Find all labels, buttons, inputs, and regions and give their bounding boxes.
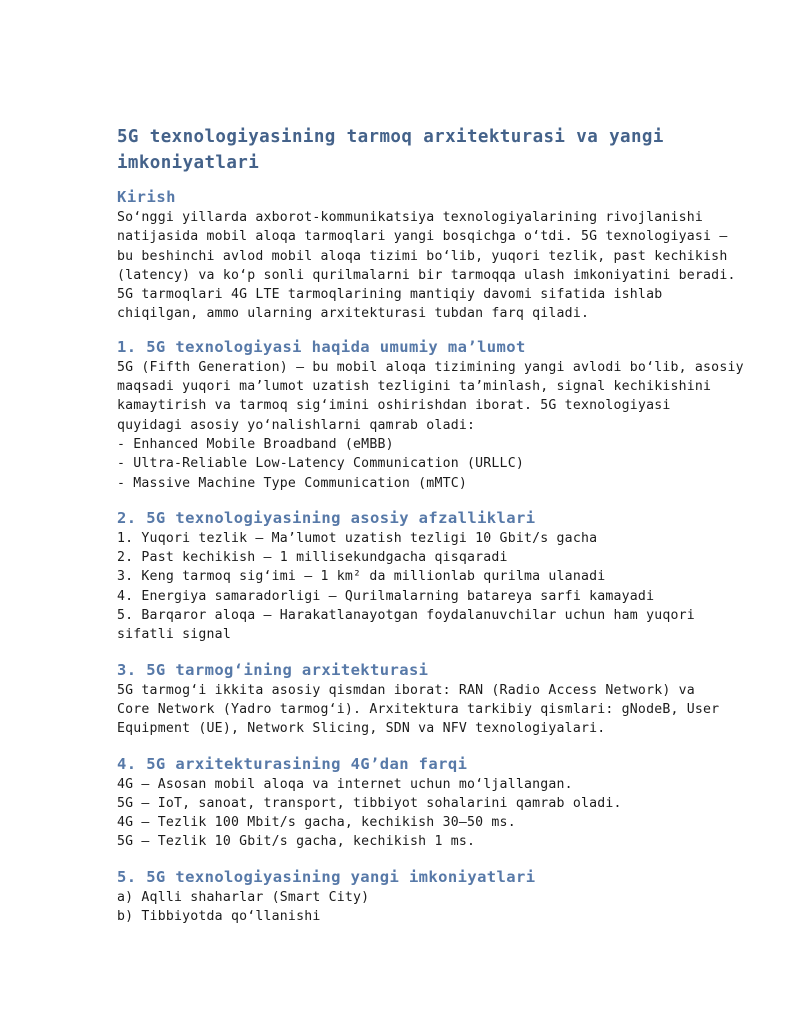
list-item: 4G – Asosan mobil aloqa va internet uchun mo‘ljallangan.	[117, 776, 573, 792]
list-item: 4. Energiya samaradorligi – Qurilmalarning batareya sarfi kamayadi	[117, 588, 655, 604]
intro-paragraph: So‘nggi yillarda axborot-kommunikatsiya texnologiyalarining rivojlanishi natijasida mobil aloqa tarmoqlari yangi bosqichga o‘tdi. 5G texnologiyasi – bu beshinchi avlod mobil aloqa tizimi bo‘lib, yuqori tezlik, past kechikish (latency) va ko‘p sonli qurilmalarni bir tarmoqqa ulash imkoniyatini beradi. 5G tarmoqlari 4G LTE tarmoqlarining mantiqiy davomi sifatida ishlab chiqilgan, ammo ularning arxitekturasi tubdan farq qiladi.	[117, 210, 736, 322]
list-item: 4G – Tezlik 100 Mbit/s gacha, kechikish 30–50 ms.	[117, 815, 516, 831]
document-title: 5G texnologiyasining tarmoq arxitekturasi va yangi imkoniyatlari	[117, 127, 664, 173]
section-4-list	[117, 775, 780, 852]
section-1-heading: 1. 5G texnologiyasi haqida umumiy ma’lumot	[117, 337, 526, 356]
section-1	[117, 336, 780, 493]
list-item: a) Aqlli shaharlar (Smart City)	[117, 889, 370, 905]
section-4-heading: 4. 5G arxitekturasining 4G’dan farqi	[117, 754, 468, 773]
section-2-heading: 2. 5G texnologiyasining asosiy afzalliklari	[117, 508, 536, 527]
section-3	[117, 659, 780, 739]
section-1-list	[117, 435, 780, 493]
section-3-heading: 3. 5G tarmog‘ining arxitekturasi	[117, 660, 429, 679]
list-item: 1. Yuqori tezlik – Ma’lumot uzatish tezligi 10 Gbit/s gacha	[117, 530, 598, 546]
section-2-list	[117, 529, 780, 645]
list-item: b) Tibbiyotda qo‘llanishi	[117, 909, 321, 925]
list-item: - Ultra-Reliable Low-Latency Communication (URLLC)	[117, 456, 524, 472]
list-item: 5. Barqaror aloqa – Harakatlanayotgan foydalanuvchilar uchun ham yuqori sifatli signal	[117, 608, 695, 643]
list-item: 5G – Tezlik 10 Gbit/s gacha, kechikish 1 ms.	[117, 834, 476, 850]
section-1-paragraph: 5G (Fifth Generation) – bu mobil aloqa tizimining yangi avlodi bo‘lib, asosiy maqsadi yuqori ma’lumot uzatish tezligini ta’minlash, signal kechikishini kamaytirish va tarmoq sig‘imini oshirishdan iborat. 5G texnologiyasi quyidagi asosiy yo‘nalishlarni qamrab oladi:	[117, 359, 744, 433]
list-item: 5G – IoT, sanoat, transport, tibbiyot sohalarini qamrab oladi.	[117, 795, 622, 811]
intro-heading: Kirish	[117, 188, 176, 206]
list-item: 2. Past kechikish – 1 millisekundgacha qisqaradi	[117, 550, 508, 566]
section-5-heading: 5. 5G texnologiyasining yangi imkoniyatlari	[117, 867, 536, 886]
section-5	[117, 866, 780, 927]
list-item: - Enhanced Mobile Broadband (eMBB)	[117, 436, 394, 452]
section-3-paragraph: 5G tarmog‘i ikkita asosiy qismdan iborat: RAN (Radio Access Network) va Core Network (Yadro tarmog‘i). Arxitektura tarkibiy qismlari: gNodeB, User Equipment (UE), Network Slicing, SDN va NFV texnologiyalari.	[117, 682, 720, 737]
list-item: 3. Keng tarmoq sig‘imi – 1 km² da millionlab qurilma ulanadi	[117, 569, 606, 585]
section-4	[117, 753, 780, 852]
section-5-list	[117, 888, 780, 927]
list-item: - Massive Machine Type Communication (mMTC)	[117, 475, 468, 491]
section-2	[117, 507, 780, 645]
